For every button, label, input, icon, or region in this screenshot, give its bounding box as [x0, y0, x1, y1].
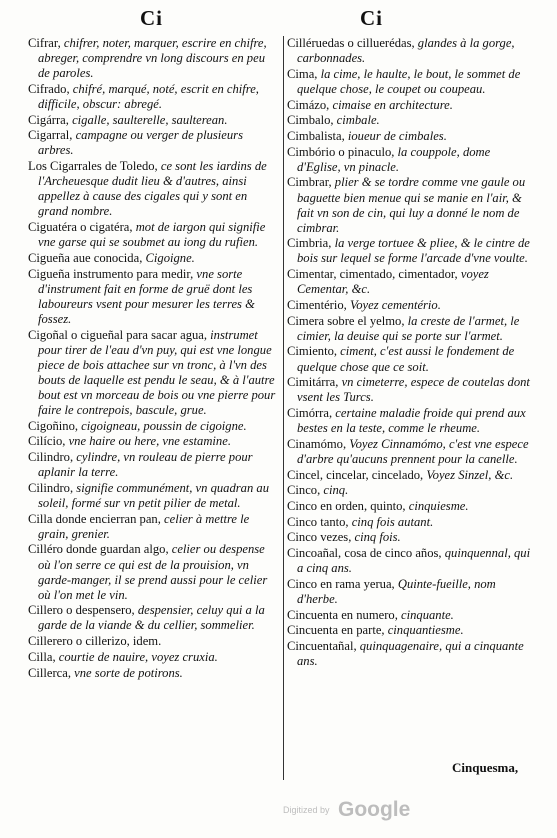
entry-headword: Cigoñal o cigueñal para sacar agua, — [28, 327, 208, 342]
dictionary-entry — [28, 267, 280, 327]
entry-headword: Cincuentañal, — [287, 638, 357, 653]
dictionary-entry — [287, 129, 531, 144]
right-column — [287, 36, 531, 670]
dictionary-entry — [287, 236, 531, 266]
entry-headword: Cinco vezes, — [287, 530, 352, 545]
dictionary-entry — [287, 314, 531, 344]
dictionary-entry — [287, 437, 531, 467]
entry-definition: vne haire ou here, vne estamine. — [65, 434, 231, 449]
dictionary-entry — [287, 344, 531, 374]
dictionary-entry — [287, 639, 531, 669]
entry-definition: Cigoigne. — [142, 250, 195, 265]
entry-headword: Cimbrar, — [287, 175, 332, 190]
running-head-right: Ci — [360, 6, 383, 30]
entry-headword: Cilléro donde guardan algo, — [28, 542, 169, 557]
dictionary-entry — [287, 113, 531, 128]
entry-headword: Cillerero o cillerizo, idem. — [28, 634, 162, 649]
dictionary-entry — [287, 67, 531, 97]
entry-headword: Cilla, — [28, 649, 56, 664]
dictionary-entry — [28, 251, 280, 266]
entry-definition: instrumet pour tirer de l'eau d'vn puy, qui est vne longue piece de bois attachee sur vn tronc, à l'vn des bouts de laquelle est pendu le seau, & à l'autre bout est vn morceau de bois ou vne pierre pour faire le contrepois, bascule, grue. — [38, 327, 276, 417]
entry-definition: plier & se tordre comme vne gaule ou baguette bien menue qui se manie en l'air, & fait vn son de cin, qui luy a donné le nom de cimbrar. — [297, 175, 526, 235]
dictionary-entry — [28, 328, 280, 419]
entry-headword: Cillerca, — [28, 665, 72, 680]
entry-headword: Cimiento, — [287, 344, 338, 359]
entry-headword: Cigoñino, — [28, 418, 79, 433]
dictionary-entry — [287, 608, 531, 623]
entry-definition: mot de iargon qui signifie vne garse qui se soubmet au iong du rufien. — [38, 220, 266, 250]
entry-headword: Cilindro, — [28, 450, 74, 465]
entry-headword: Cimbalo, — [287, 113, 334, 128]
entry-definition: cinq fois autant. — [348, 514, 434, 529]
dictionary-entry — [287, 468, 531, 483]
entry-headword: Cima, — [287, 66, 318, 81]
entry-headword: Cilício, — [28, 434, 66, 449]
entry-definition: cinquiesme. — [405, 498, 469, 513]
entry-headword: Cimera sobre el yelmo, — [287, 313, 405, 328]
entry-definition: vne sorte de potirons. — [71, 665, 183, 680]
dictionary-entry — [287, 483, 531, 498]
entry-headword: Cincel, cincelar, cincelado, — [287, 467, 424, 482]
entry-definition: cinquante. — [397, 607, 454, 622]
entry-definition: quinquennal, qui a cinq ans. — [297, 545, 531, 576]
entry-definition: ioueur de cimbales. — [344, 128, 447, 143]
dictionary-entry — [28, 159, 280, 219]
entry-headword: Cilla donde encierran pan, — [28, 511, 161, 526]
entry-headword: Cigueña instrumento para medir, — [28, 266, 194, 281]
dictionary-entry — [287, 145, 531, 175]
entry-headword: Cimórra, — [287, 405, 333, 420]
entry-definition: la creste de l'armet, le cimier, la deuise qui se porte sur l'armet. — [297, 313, 520, 343]
entry-headword: Cinco, — [287, 483, 321, 498]
entry-headword: Cigarral, — [28, 128, 73, 143]
entry-headword: Cimbalista, — [287, 128, 345, 143]
entry-headword: Cinco en rama yerua, — [287, 576, 395, 591]
entry-headword: Cigárra, — [28, 112, 69, 127]
digitized-watermark — [283, 798, 410, 822]
dictionary-entry — [28, 603, 280, 633]
entry-definition: cinq fois. — [351, 530, 401, 545]
entry-definition: campagne ou verger de plusieurs arbres. — [38, 128, 243, 158]
entry-definition: courtie de nauire, voyez cruxia. — [55, 649, 218, 664]
entry-definition: cigalle, saulterelle, saulterean. — [68, 112, 228, 127]
entry-definition: Voyez Sinzel, &c. — [423, 467, 514, 482]
dictionary-entry — [287, 267, 531, 297]
watermark-brand: Google — [337, 798, 411, 821]
running-head-left: Ci — [140, 6, 163, 30]
dictionary-entry — [28, 36, 280, 81]
entry-definition: cinquantiesme. — [384, 623, 464, 638]
dictionary-entry — [287, 298, 531, 313]
entry-definition: Voyez Cinnamómo, c'est vne espece d'arbre qu'aucuns prennent pour la canelle. — [297, 436, 529, 466]
entry-definition: la verge tortuee & pliee, & le cintre de bois sur lequel se forme l'arcade d'vne voulte. — [297, 236, 530, 266]
dictionary-entry — [287, 577, 531, 607]
dictionary-entry — [28, 434, 280, 449]
dictionary-entry — [28, 650, 280, 665]
entry-headword: Cinco en orden, quinto, — [287, 498, 406, 513]
entry-headword: Cillero o despensero, — [28, 603, 135, 618]
entry-definition: signifie communément, vn quadran au soleil, formé sur vn petit pilier de metal. — [38, 480, 270, 510]
entry-definition: vn cimeterre, espece de coutelas dont vsent les Turcs. — [297, 375, 530, 405]
dictionary-entry — [287, 98, 531, 113]
dictionary-entry — [28, 419, 280, 434]
entry-definition: la cime, le haulte, le bout, le sommet de quelque chose, le coupet ou coupeau. — [297, 66, 521, 96]
entry-definition: Quinte-fueille, nom d'herbe. — [297, 576, 496, 606]
entry-headword: Cincuenta en numero, — [287, 607, 398, 622]
dictionary-entry — [28, 512, 280, 542]
dictionary-entry — [28, 634, 280, 649]
entry-definition: la couppole, dome d'Eglise, vn pinacle. — [297, 144, 491, 174]
entry-headword: Cincoañal, cosa de cinco años, — [287, 545, 442, 560]
entry-headword: Cincuenta en parte, — [287, 623, 385, 638]
entry-definition: glandes à la gorge, carbonnades. — [297, 36, 515, 66]
dictionary-entry — [287, 515, 531, 530]
entry-definition: chifré, marqué, noté, escrit en chifre, difficile, obscur: abregé. — [38, 81, 259, 111]
dictionary-entry — [28, 481, 280, 511]
entry-definition: cimaise en architecture. — [329, 97, 453, 112]
entry-headword: Cifrar, — [28, 36, 61, 50]
watermark-prefix: Digitized by — [283, 805, 330, 815]
dictionary-entry — [287, 546, 531, 576]
entry-headword: Cinamómo, — [287, 436, 347, 451]
entry-headword: Cimitárra, — [287, 375, 339, 390]
entry-definition: Voyez cementério. — [346, 297, 441, 312]
entry-definition: ce sont les iardins de l'Archeuesque dudit lieu & d'autres, ainsi appellez à cause des cigales qui y sont en grand nombre. — [38, 159, 267, 219]
dictionary-entry — [287, 499, 531, 514]
entry-definition: chifrer, noter, marquer, escrire en chifre, abreger, comprendre vn long discours en peu de paroles. — [38, 36, 267, 81]
dictionary-entry — [287, 406, 531, 436]
left-column — [28, 36, 280, 681]
entry-headword: Cifrado, — [28, 81, 70, 96]
dictionary-entry — [28, 666, 280, 681]
dictionary-entry — [287, 175, 531, 235]
entry-headword: Cigueña aue conocida, — [28, 250, 143, 265]
entry-headword: Cilindro, — [28, 480, 74, 495]
dictionary-entry — [28, 450, 280, 480]
entry-definition: vne sorte d'instrument fait en forme de gruë dont les laboureurs vsent pour mesurer les terres & fossez. — [38, 266, 255, 326]
entry-definition: voyez Cementar, &c. — [297, 267, 489, 297]
entry-definition: celier à mettre le grain, grenier. — [38, 511, 250, 541]
entry-headword: Los Cigarrales de Toledo, — [28, 159, 158, 174]
dictionary-entry — [28, 128, 280, 158]
entry-definition: certaine maladie froide qui prend aux bestes en la teste, comme le rheume. — [297, 405, 526, 436]
entry-definition: cimbale. — [333, 113, 380, 128]
dictionary-entry — [28, 220, 280, 250]
catchword: Cinquesma, — [452, 760, 519, 775]
dictionary-entry — [28, 82, 280, 112]
dictionary-entry — [287, 623, 531, 638]
entry-headword: Cimentar, cimentado, cimentador, — [287, 267, 458, 282]
entry-definition: ciment, c'est aussi le fondement de quelque chose que ce soit. — [297, 344, 515, 374]
entry-definition: cigoigneau, poussin de cigoigne. — [78, 418, 247, 433]
entry-definition: quinquagenaire, qui a cinquante ans. — [297, 638, 524, 668]
entry-headword: Cimbria, — [287, 236, 332, 251]
dictionary-entry — [287, 530, 531, 545]
entry-headword: Cimentério, — [287, 297, 347, 312]
entry-definition: celier ou despense où l'on serre ce qui est de la prouision, vn garde-manger, il se prend aussi pour le celier où l'on met le vin. — [38, 542, 268, 602]
entry-headword: Cimázo, — [287, 97, 330, 112]
entry-definition: despensier, celuy qui a la garde de la viande & du cellier, sommelier. — [38, 603, 265, 633]
column-divider — [283, 36, 284, 780]
entry-headword: Cimbório o pinaculo, — [287, 144, 395, 159]
dictionary-entry — [287, 375, 531, 405]
dictionary-entry — [287, 36, 531, 66]
entry-headword: Ciguatéra o cigatéra, — [28, 220, 133, 235]
entry-headword: Cilléruedas o cilluerédas, — [287, 36, 415, 50]
entry-headword: Cinco tanto, — [287, 514, 349, 529]
entry-definition: cinq. — [320, 483, 349, 498]
dictionary-entry — [28, 113, 280, 128]
dictionary-entry — [28, 542, 280, 602]
entry-definition: cylindre, vn rouleau de pierre pour aplanir la terre. — [38, 450, 253, 480]
